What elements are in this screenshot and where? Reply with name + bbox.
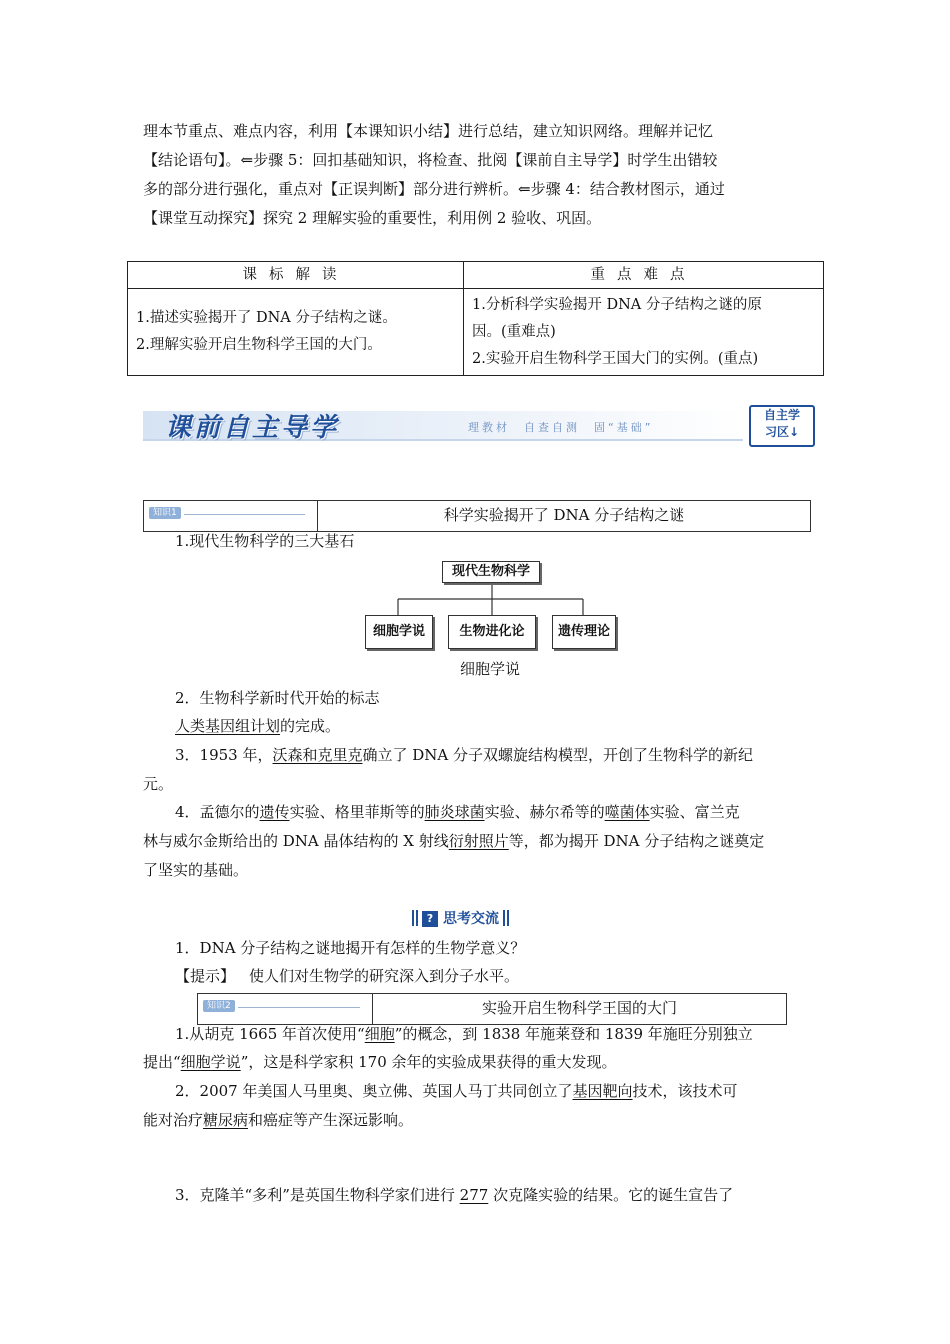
badge-line-1: 自主学 bbox=[763, 408, 800, 422]
col2-line: 2.实验开启生物科学王国大门的实例。(重点) bbox=[472, 350, 759, 367]
s1-item-2-answer-line: 人类基因组计划的完成。 bbox=[175, 717, 341, 735]
col1-item: 1.描述实验揭开了 DNA 分子结构之谜。 bbox=[136, 310, 397, 326]
think-question: 1．DNA 分子结构之谜地揭开有怎样的生物学意义？ bbox=[175, 939, 526, 957]
intro-line-4: 【课堂互动探究】探究 2 理解实验的重要性，利用例 2 验收、巩固。 bbox=[143, 209, 602, 227]
diagram-node-evolution: 生物进化论 bbox=[448, 615, 536, 649]
think-header bbox=[412, 907, 509, 931]
banner-subtitle: 理教材 自查自测 固“基础” bbox=[468, 421, 654, 434]
intro-line-3: 多的部分进行强化，重点对【正误判断】部分进行辨析。⇐步骤 4：结合教材图示，通过 bbox=[143, 180, 725, 198]
answer-blank: 细胞学说 bbox=[180, 1053, 241, 1071]
banner-title: 课前自主导学 bbox=[165, 413, 340, 443]
s2-item-1-line-2: 提出“细胞学说”，这是科学家积 170 余年的实验成果获得的重大发现。 bbox=[143, 1053, 617, 1071]
answer-blank: 噬菌体 bbox=[604, 803, 650, 821]
answer-blank: 277 bbox=[459, 1186, 489, 1204]
bar-left-a bbox=[412, 910, 414, 926]
hint-label: 【提示】 bbox=[175, 967, 236, 985]
s1-item-4-line-1: 4．孟德尔的遗传实验、格里菲斯等的肺炎球菌实验、赫尔希等的噬菌体实验、富兰克 bbox=[175, 803, 740, 821]
section-banner bbox=[143, 403, 815, 447]
bar-right-b bbox=[507, 910, 509, 926]
knowledge-tag-1: 知识1 bbox=[149, 507, 181, 519]
knowledge-title-2: 实验开启生物科学王国的大门 bbox=[481, 999, 677, 1017]
col1-cell bbox=[128, 289, 464, 376]
think-title: 思考交流 bbox=[443, 911, 499, 927]
col2-header: 重点难点 bbox=[464, 262, 824, 289]
objectives-table bbox=[127, 261, 824, 376]
tab-arrow-line bbox=[238, 1007, 360, 1008]
answer-blank: 肺炎球菌 bbox=[424, 803, 485, 821]
s1-item-2-title: 2．生物科学新时代开始的标志 bbox=[175, 689, 380, 707]
s2-item-2-line-1: 2．2007 年美国人马里奥、奥立佛、英国人马丁共同创立了基因靶向技术，该技术可 bbox=[175, 1082, 738, 1100]
diagram-root: 现代生物科学 bbox=[442, 561, 540, 583]
answer-blank: 衍射照片 bbox=[448, 832, 509, 850]
diagram-caption: 细胞学说 bbox=[460, 660, 521, 678]
col2-line: 因。(重难点) bbox=[472, 323, 556, 340]
s1-item-4-line-2: 林与威尔金斯给出的 DNA 晶体结构的 X 射线衍射照片等，都为揭开 DNA 分子结构之谜奠定 bbox=[143, 832, 765, 850]
knowledge-title-1: 科学实验揭开了 DNA 分子结构之谜 bbox=[443, 506, 685, 524]
s1-item-1: 1.现代生物科学的三大基石 bbox=[175, 532, 355, 550]
bar-left-b bbox=[416, 910, 418, 926]
s2-item-1-line-1: 1.从胡克 1665 年首次使用“细胞”的概念，到 1838 年施莱登和 1839 年施旺分别独立 bbox=[175, 1025, 753, 1043]
diagram-node-cell-theory: 细胞学说 bbox=[365, 615, 433, 649]
self-study-badge bbox=[749, 405, 815, 447]
answer-blank: 沃森和克里克 bbox=[272, 746, 363, 764]
foundation-diagram bbox=[365, 557, 620, 657]
down-arrow-icon: ↓ bbox=[788, 425, 800, 439]
s2-item-3-line-1: 3．克隆羊“多利”是英国生物科学家们进行 277 次克隆实验的结果。它的诞生宣告了 bbox=[175, 1186, 734, 1204]
intro-line-1: 理本节重点、难点内容，利用【本课知识小结】进行总结，建立知识网络。理解并记忆 bbox=[143, 122, 714, 140]
diagram-node-genetics: 遗传理论 bbox=[552, 615, 616, 649]
think-hint bbox=[175, 962, 841, 991]
question-icon: ? bbox=[422, 911, 438, 927]
col1-header: 课标解读 bbox=[128, 262, 464, 289]
answer-blank: 基因靶向 bbox=[572, 1082, 633, 1100]
knowledge-tag-2: 知识2 bbox=[203, 1000, 235, 1012]
s1-item-3-line-2: 元。 bbox=[143, 775, 174, 793]
answer-blank: 遗传 bbox=[259, 803, 290, 821]
answer-blank: 人类基因组计划 bbox=[175, 717, 281, 735]
answer-blank: 细胞 bbox=[364, 1025, 395, 1043]
badge-line-2: 习区↓ bbox=[764, 425, 800, 439]
col1-item: 2.理解实验开启生物科学王国的大门。 bbox=[136, 337, 382, 353]
s1-item-4-line-3: 了坚实的基础。 bbox=[143, 861, 249, 879]
tab-arrow-line bbox=[184, 514, 305, 515]
bar-right-a bbox=[503, 910, 505, 926]
s1-item-3-line-1: 3．1953 年，沃森和克里克确立了 DNA 分子双螺旋结构模型，开创了生物科学的新纪 bbox=[175, 746, 754, 764]
s2-item-2-line-2: 能对治疗糖尿病和癌症等产生深远影响。 bbox=[143, 1111, 414, 1129]
col2-cell bbox=[464, 289, 824, 376]
col2-line: 1.分析科学实验揭开 DNA 分子结构之谜的原 bbox=[472, 296, 762, 313]
intro-line-2: 【结论语句】。⇐步骤 5：回扣基础知识，将检查、批阅【课前自主导学】时学生出错较 bbox=[143, 151, 718, 169]
hint-text: 使人们对生物学的研究深入到分子水平。 bbox=[249, 967, 520, 985]
answer-blank: 糖尿病 bbox=[203, 1111, 249, 1129]
